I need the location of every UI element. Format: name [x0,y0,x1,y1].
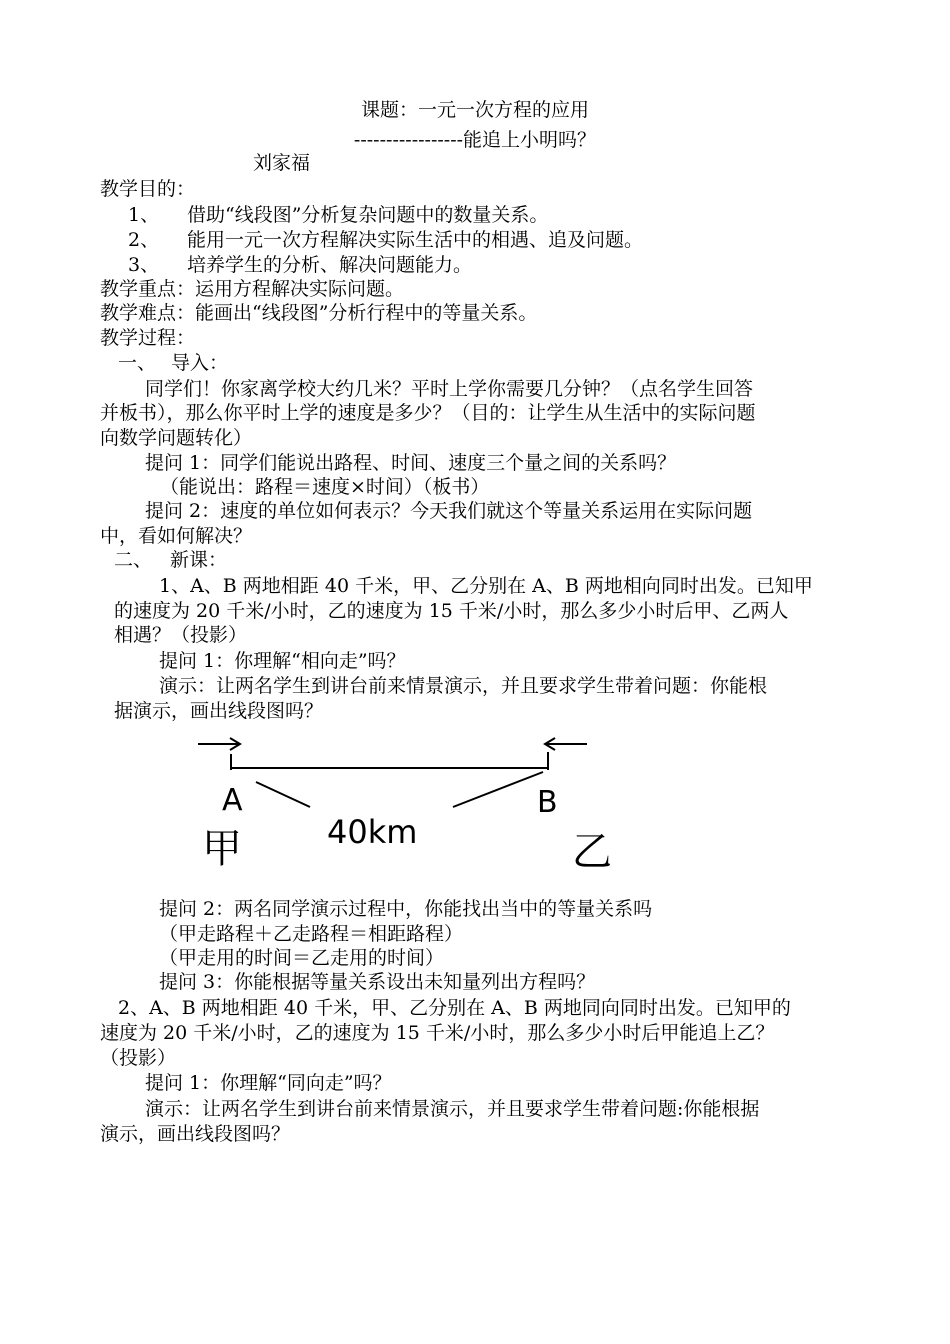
point-a-label: A [222,783,243,818]
question-line: 提问 2：两名同学演示过程中，你能找出当中的等量关系吗 [159,898,653,920]
point-b-label: B [537,785,558,820]
equation-line: （甲走路程＋乙走路程＝相距路程） [159,923,464,945]
problem-line: （投影） [100,1047,177,1069]
objective-text: 能用一元一次方程解决实际生活中的相遇、追及问题。 [187,229,644,251]
objective-text: 借助“线段图”分析复杂问题中的数量关系。 [187,204,549,226]
author-name: 刘家福 [253,152,311,174]
problem-line: 相遇？（投影） [114,624,248,646]
paragraph-line: 向数学问题转化） [100,427,253,449]
demo-line: 据演示，画出线段图吗？ [114,700,324,722]
section-num: 二、 [114,549,153,571]
objective-text: 培养学生的分析、解决问题能力。 [187,254,473,276]
problem-line: 2、A、B 两地相距 40 千米，甲、乙分别在 A、B 两地同向同时出发。已知甲的 [118,997,791,1019]
key-point: 教学重点：运用方程解决实际问题。 [100,278,405,300]
brace-right [453,772,543,807]
demo-line: 演示，画出线段图吗？ [100,1123,291,1145]
objective-num: 3、 [128,254,160,276]
objective-num: 1、 [128,204,160,226]
section-heading: 新课： [170,549,228,571]
section-heading: 导入： [171,352,229,374]
process-heading: 教学过程： [100,327,196,349]
person-a-label: 甲 [202,826,242,872]
section-num: 一、 [118,352,157,374]
equation-line: （甲走用的时间＝乙走用的时间） [159,947,445,969]
objectives-heading: 教学目的： [100,178,196,200]
paragraph-line: 同学们！你家离学校大约几米？平时上学你需要几分钟？（点名学生回答 [145,378,754,400]
paragraph-line: 并板书），那么你平时上学的速度是多少？（目的：让学生从生活中的实际问题 [100,402,756,424]
problem-line: 1、A、B 两地相距 40 千米，甲、乙分别在 A、B 两地相向同时出发。已知甲 [159,575,813,597]
question-line: 中，看如何解决？ [100,525,253,547]
objective-num: 2、 [128,229,160,251]
lesson-subtitle: -----------------能追上小明吗？ [353,129,597,151]
answer-line: （能说出：路程＝速度×时间）（板书） [160,476,490,498]
problem-line: 的速度为 20 千米/小时，乙的速度为 15 千米/小时，那么多少小时后甲、乙两人 [114,600,789,622]
person-b-label: 乙 [572,829,612,875]
question-line: 提问 2：速度的单位如何表示？今天我们就这个等量关系运用在实际问题 [145,500,753,522]
line-segment-diagram [190,730,630,875]
question-line: 提问 3：你能根据等量关系设出未知量列出方程吗？ [159,971,596,993]
problem-line: 速度为 20 千米/小时，乙的速度为 15 千米/小时，那么多少小时后甲能追上乙？ [100,1022,775,1044]
brace-left [256,782,310,807]
distance-label: 40km [327,813,418,851]
demo-line: 演示：让两名学生到讲台前来情景演示，并且要求学生带着问题：你能根 [159,675,768,697]
question-line: 提问 1：你理解“同向走”吗？ [145,1072,392,1094]
demo-line: 演示：让两名学生到讲台前来情景演示，并且要求学生带着问题:你能根据 [145,1098,760,1120]
difficulty-point: 教学难点：能画出“线段图”分析行程中的等量关系。 [100,302,538,324]
question-line: 提问 1：你理解“相向走”吗？ [159,650,406,672]
question-line: 提问 1：同学们能说出路程、时间、速度三个量之间的关系吗？ [145,452,677,474]
lesson-title: 课题：一元一次方程的应用 [360,99,589,121]
